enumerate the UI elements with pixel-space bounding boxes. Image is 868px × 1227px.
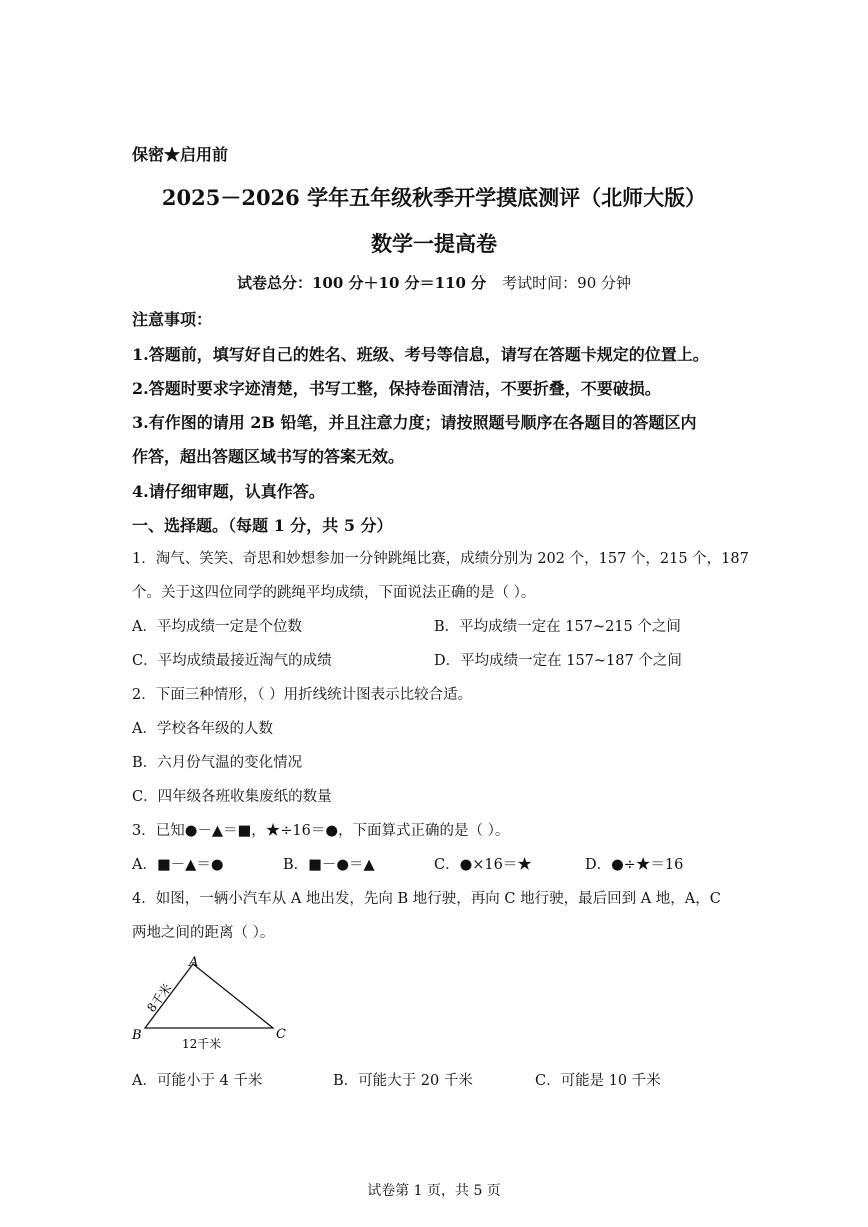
side-ab-label: 8千米 (144, 981, 175, 1015)
question-2-option-b: B．六月份气温的变化情况 (132, 755, 303, 771)
vertex-b-label: B (132, 1028, 142, 1043)
question-1-text-cont: 个。关于这四位同学的跳绳平均成绩，下面说法正确的是（ ）。 (132, 585, 536, 601)
question-3-text: 3．已知●－▲＝■，★÷16＝●，下面算式正确的是（ ）。 (132, 823, 510, 839)
exam-meta (0, 272, 868, 293)
question-4-option-b: B．可能大于 20 千米 (333, 1073, 473, 1089)
question-4-option-c: C．可能是 10 千米 (535, 1073, 661, 1089)
side-bc-label: 12千米 (182, 1037, 222, 1051)
notice-heading: 注意事项： (132, 310, 213, 329)
question-2-text: 2．下面三种情形，（ ）用折线统计图表示比较合适。 (132, 687, 473, 703)
notice-item: 作答，超出答题区域书写的答案无效。 (132, 447, 405, 466)
confidential-label: 保密★启用前 (132, 145, 229, 164)
question-1-option-c: C．平均成绩最接近淘气的成绩 (132, 653, 332, 669)
question-1-option-b: B．平均成绩一定在 157~215 个之间 (434, 619, 681, 635)
question-1-option-d: D．平均成绩一定在 157~187 个之间 (434, 653, 682, 669)
page-footer: 试卷第 1 页，共 5 页 (367, 1183, 501, 1199)
vertex-a-label: A (189, 955, 199, 970)
question-3-option-a: A．■－▲＝● (132, 857, 224, 873)
exam-time: 考试时间：90 分钟 (502, 274, 632, 292)
total-score: 试卷总分：100 分＋10 分＝110 分 (236, 274, 487, 292)
question-4-option-a: A．可能小于 4 千米 (132, 1073, 263, 1089)
question-4-text-cont: 两地之间的距离（ ）。 (132, 925, 275, 941)
question-3-option-b: B．■－●＝▲ (283, 857, 375, 873)
question-3-option-d: D．●÷★＝16 (585, 857, 684, 873)
notice-item: 2.答题时要求字迹清楚，书写工整，保持卷面清洁，不要折叠，不要破损。 (132, 379, 661, 398)
question-4-text: 4．如图，一辆小汽车从 A 地出发，先向 B 地行驶，再向 C 地行驶，最后回到 A 地，A，C (132, 891, 721, 907)
vertex-c-label: C (276, 1027, 286, 1042)
question-1-text: 1．淘气、笑笑、奇思和妙想参加一分钟跳绳比赛，成绩分别为 202 个，157 个，215 个，187 (132, 551, 749, 567)
notice-item: 4.请仔细审题，认真作答。 (132, 482, 325, 501)
question-2-option-a: A．学校各年级的人数 (132, 721, 273, 737)
exam-title: 2025－2026 学年五年级秋季开学摸底测评（北师大版） (161, 185, 707, 210)
exam-subtitle: 数学一提高卷 (371, 231, 497, 256)
section-heading: 一、选择题。（每题 1 分，共 5 分） (132, 516, 393, 535)
question-2-option-c: C．四年级各班收集废纸的数量 (132, 789, 332, 805)
question-1-option-a: A．平均成绩一定是个位数 (132, 619, 302, 635)
triangle-figure (125, 950, 305, 1055)
notice-item: 3.有作图的请用 2B 铅笔，并且注意力度；请按照题号顺序在各题目的答题区内 (132, 413, 697, 432)
notice-item: 1.答题前，填写好自己的姓名、班级、考号等信息，请写在答题卡规定的位置上。 (132, 345, 709, 364)
question-3-option-c: C．●×16＝★ (434, 857, 532, 873)
